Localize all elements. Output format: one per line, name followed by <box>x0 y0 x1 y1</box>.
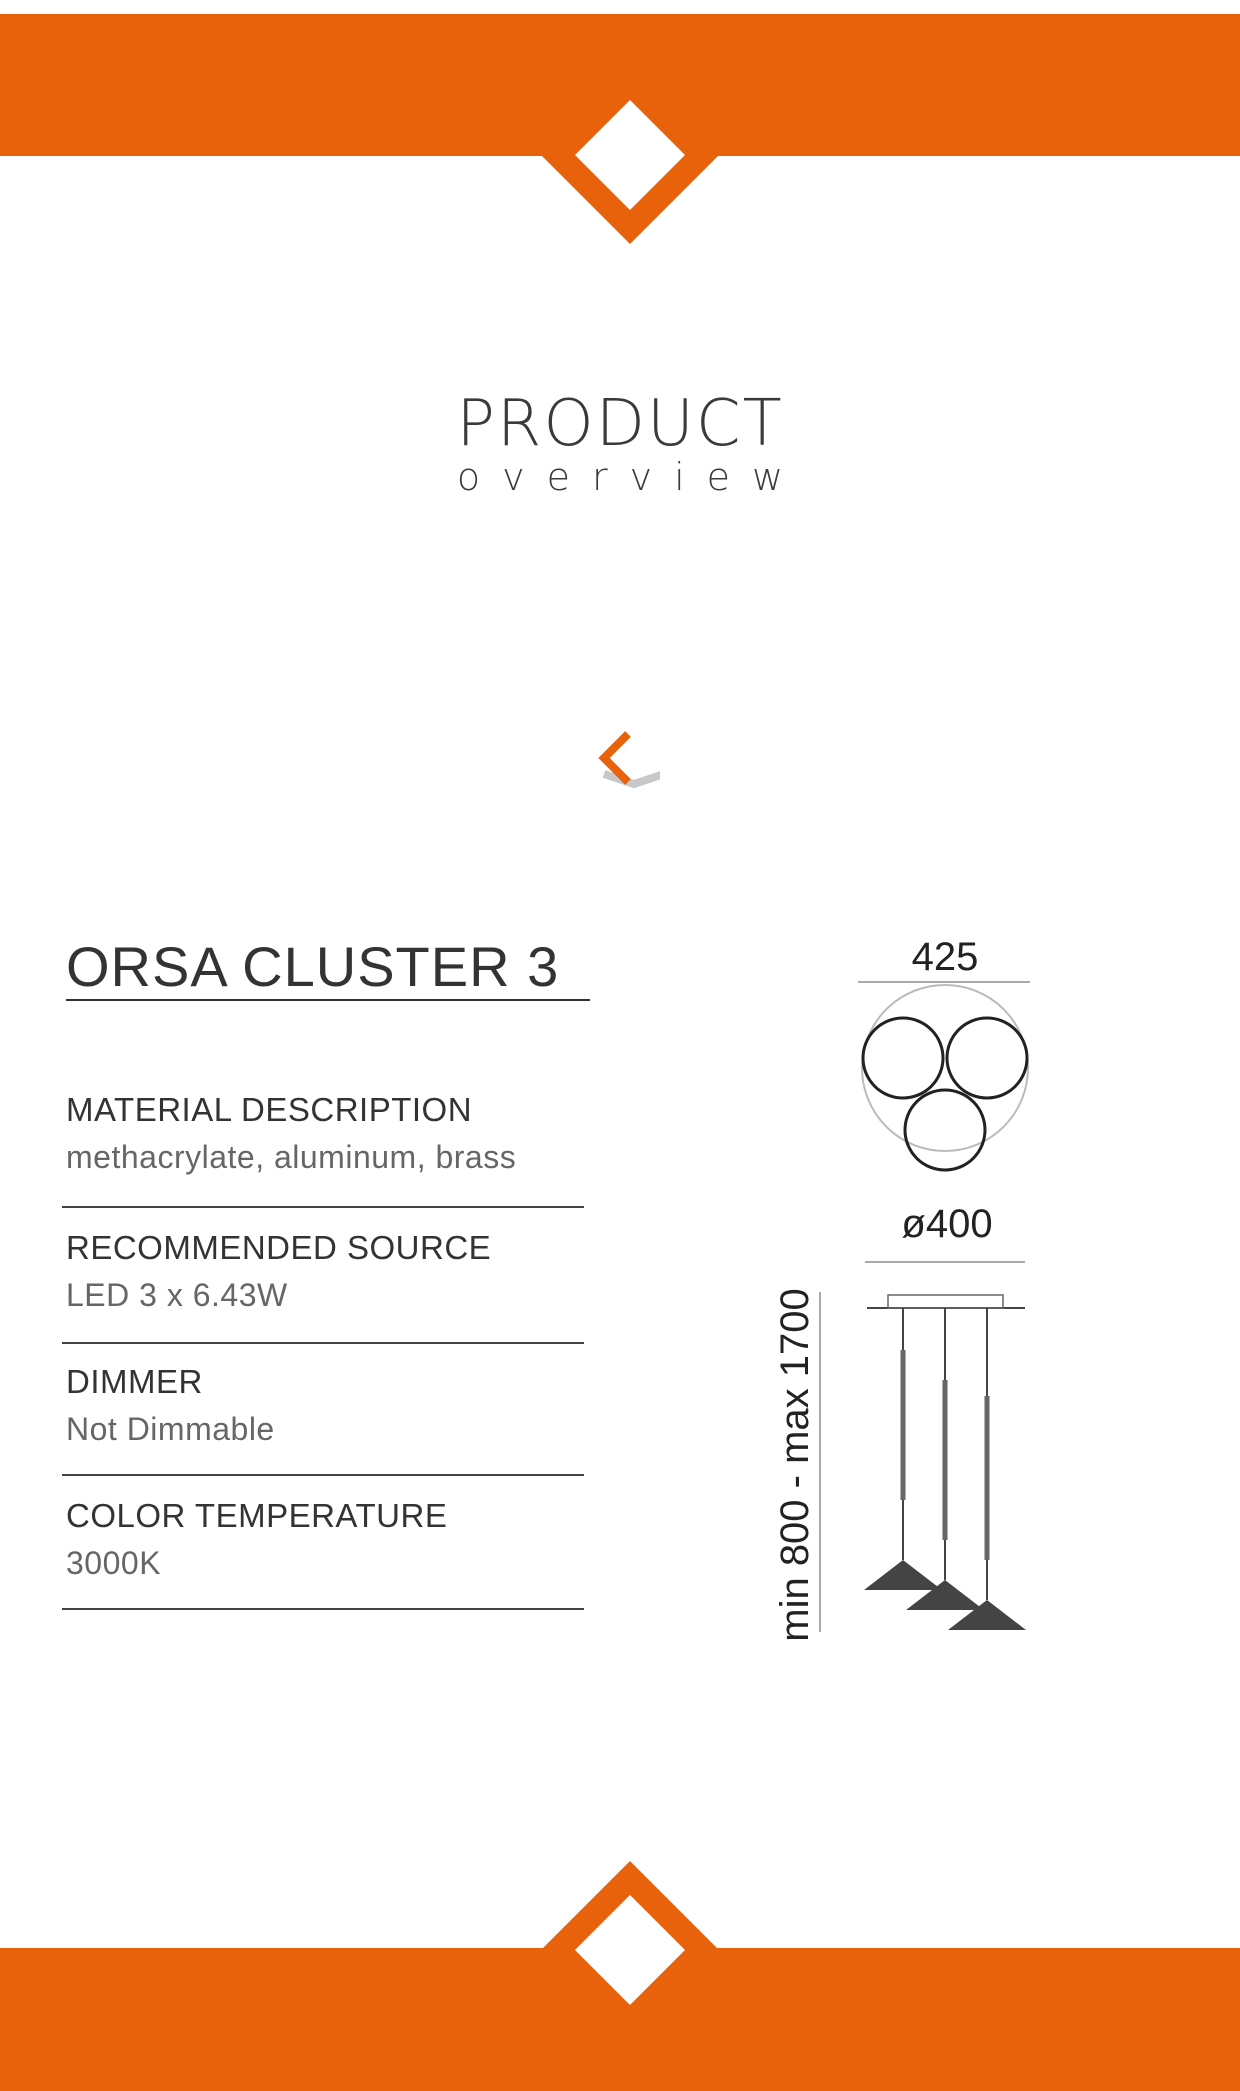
product-name: ORSA CLUSTER 3 <box>66 938 590 1001</box>
spec-value: 3000K <box>66 1544 162 1581</box>
diamond-icon <box>535 60 725 250</box>
spec-label: DIMMER <box>66 1363 203 1400</box>
chevron-left-icon <box>596 728 660 808</box>
stem <box>985 1396 990 1560</box>
shade-circle <box>863 1018 943 1098</box>
spec-source <box>62 1228 584 1344</box>
canopy-outline <box>862 985 1028 1151</box>
shade-circle <box>947 1018 1027 1098</box>
spec-dimmer <box>62 1362 584 1476</box>
spec-label: COLOR TEMPERATURE <box>66 1497 448 1534</box>
spec-value: Not Dimmable <box>66 1410 275 1447</box>
page-heading <box>0 387 1240 499</box>
dimension-height: min 800 - max 1700 <box>773 1288 817 1642</box>
spec-value: LED 3 x 6.43W <box>66 1276 288 1313</box>
dimension-diameter: ø400 <box>901 1202 993 1246</box>
technical-drawing <box>740 920 1070 1680</box>
spec-label: RECOMMENDED SOURCE <box>66 1229 492 1266</box>
canopy <box>888 1295 1003 1308</box>
dimension-top-width: 425 <box>911 935 979 979</box>
shade <box>864 1560 942 1590</box>
spec-material <box>62 1090 584 1208</box>
shade-circle <box>905 1090 985 1170</box>
spec-value: methacrylate, aluminum, brass <box>66 1138 517 1175</box>
spec-label: MATERIAL DESCRIPTION <box>66 1091 473 1128</box>
stem <box>901 1350 906 1500</box>
spec-color-temperature <box>62 1496 584 1610</box>
heading-title: PRODUCT <box>456 387 784 461</box>
heading-subtitle: overview <box>456 455 806 499</box>
diamond-icon <box>535 1855 725 2045</box>
stem <box>943 1380 948 1540</box>
